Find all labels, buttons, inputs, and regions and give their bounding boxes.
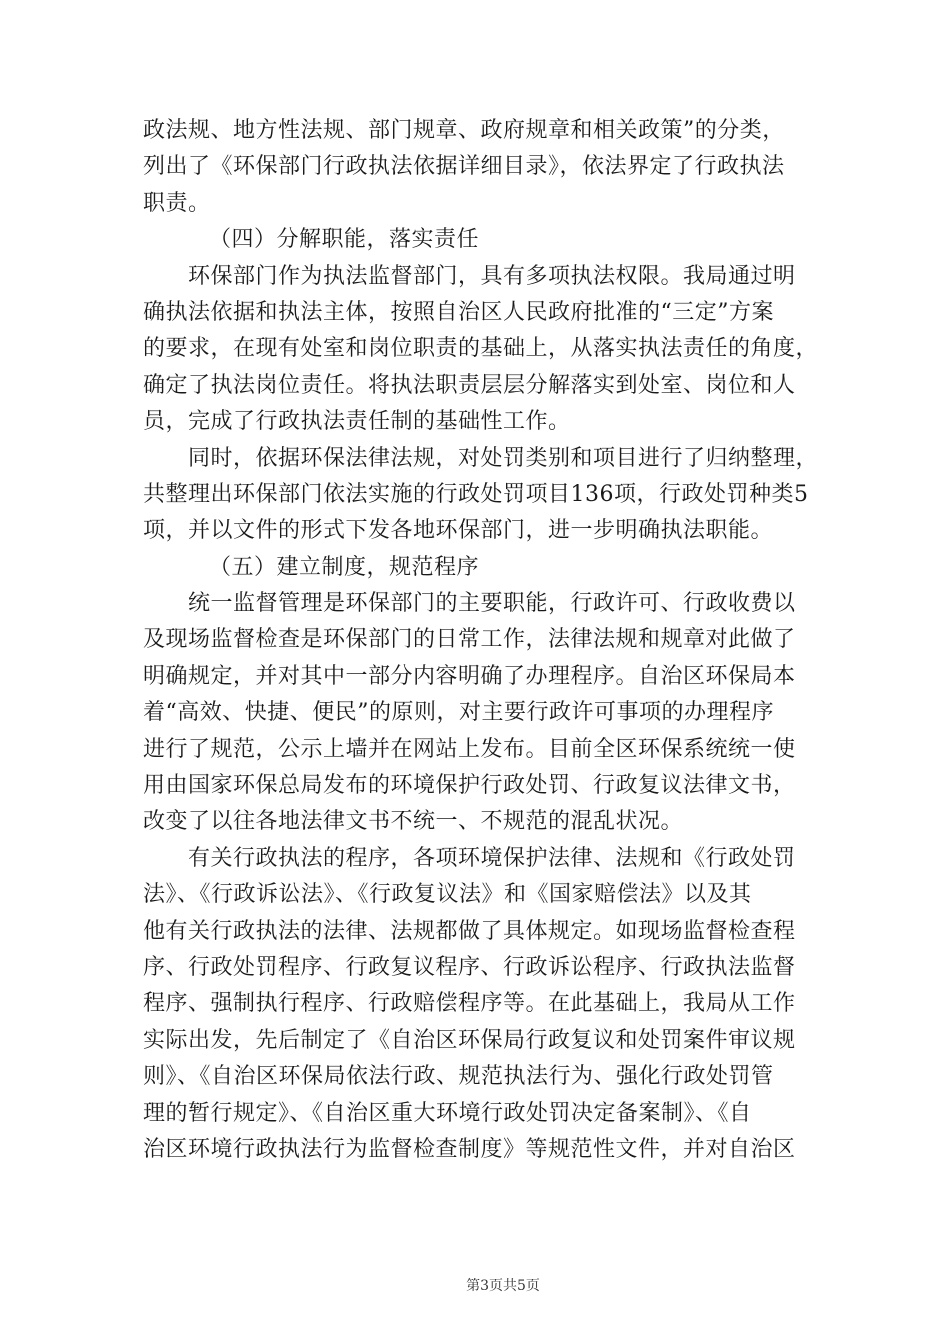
body-line: 的要求，在现有处室和岗位职责的基础上，从落实执法责任的角度， xyxy=(143,336,819,362)
body-line: 列出了《环保部门行政执法依据详细目录》，依法界定了行政执法 xyxy=(143,154,785,180)
body-line: 确执法依据和执法主体，按照自治区人民政府批准的“三定”方案 xyxy=(143,299,774,325)
page-number-label: 第3页共5页 xyxy=(466,1278,540,1294)
body-line: 着“高效、快捷、便民”的原则，对主要行政许可事项的办理程序 xyxy=(143,700,774,726)
body-line: 则》、《自治区环保局依法行政、规范执法行为、强化行政处罚管 xyxy=(143,1064,774,1090)
body-line: 环保部门作为执法监督部门，具有多项执法权限。我局通过明 xyxy=(143,263,796,289)
body-line: 项，并以文件的形式下发各地环保部门，进一步明确执法职能。 xyxy=(143,518,774,544)
body-line: 进行了规范，公示上墙并在网站上发布。目前全区环保系统统一使 xyxy=(143,736,796,762)
document-body xyxy=(143,113,819,1168)
body-line: 治区环境行政执法行为监督检查制度》等规范性文件，并对自治区 xyxy=(143,1136,796,1162)
body-line: 法》、《行政诉讼法》、《行政复议法》和《国家赔偿法》以及其 xyxy=(143,882,752,908)
body-line: 员，完成了行政执法责任制的基础性工作。 xyxy=(143,409,571,435)
body-line: 有关行政执法的程序，各项环境保护法律、法规和《行政处罚 xyxy=(143,845,796,871)
body-line: 用由国家环保总局发布的环境保护行政处罚、行政复议法律文书， xyxy=(143,773,796,799)
body-line: 统一监督管理是环保部门的主要职能，行政许可、行政收费以 xyxy=(143,591,796,617)
body-line: 他有关行政执法的法律、法规都做了具体规定。如现场监督检查程 xyxy=(143,918,796,944)
page-footer xyxy=(0,1275,950,1295)
body-line: 及现场监督检查是环保部门的日常工作，法律法规和规章对此做了 xyxy=(143,627,796,653)
body-line: 改变了以往各地法律文书不统一、不规范的混乱状况。 xyxy=(143,809,684,835)
body-line: 理的暂行规定》、《自治区重大环境行政处罚决定备案制》、《自 xyxy=(143,1100,752,1126)
body-line: 同时，依据环保法律法规，对处罚类别和项目进行了归纳整理， xyxy=(143,445,819,471)
body-line: 明确规定，并对其中一部分内容明确了办理程序。自治区环保局本 xyxy=(143,663,796,689)
body-line: 共整理出环保部门依法实施的行政处罚项目136项，行政处罚种类5 xyxy=(143,481,809,507)
body-line: 确定了执法岗位责任。将执法职责层层分解落实到处室、岗位和人 xyxy=(143,372,796,398)
body-line: 职责。 xyxy=(143,190,211,216)
section-heading-5: （五）建立制度，规范程序 xyxy=(209,554,480,580)
section-heading-4: （四）分解职能，落实责任 xyxy=(209,227,480,253)
body-line: 序、行政处罚程序、行政复议程序、行政诉讼程序、行政执法监督 xyxy=(143,954,796,980)
body-line: 政法规、地方性法规、部门规章、政府规章和相关政策”的分类， xyxy=(143,118,785,143)
body-line: 程序、强制执行程序、行政赔偿程序等。在此基础上，我局从工作 xyxy=(143,991,796,1017)
body-line: 实际出发，先后制定了《自治区环保局行政复议和处罚案件审议规 xyxy=(143,1027,796,1053)
